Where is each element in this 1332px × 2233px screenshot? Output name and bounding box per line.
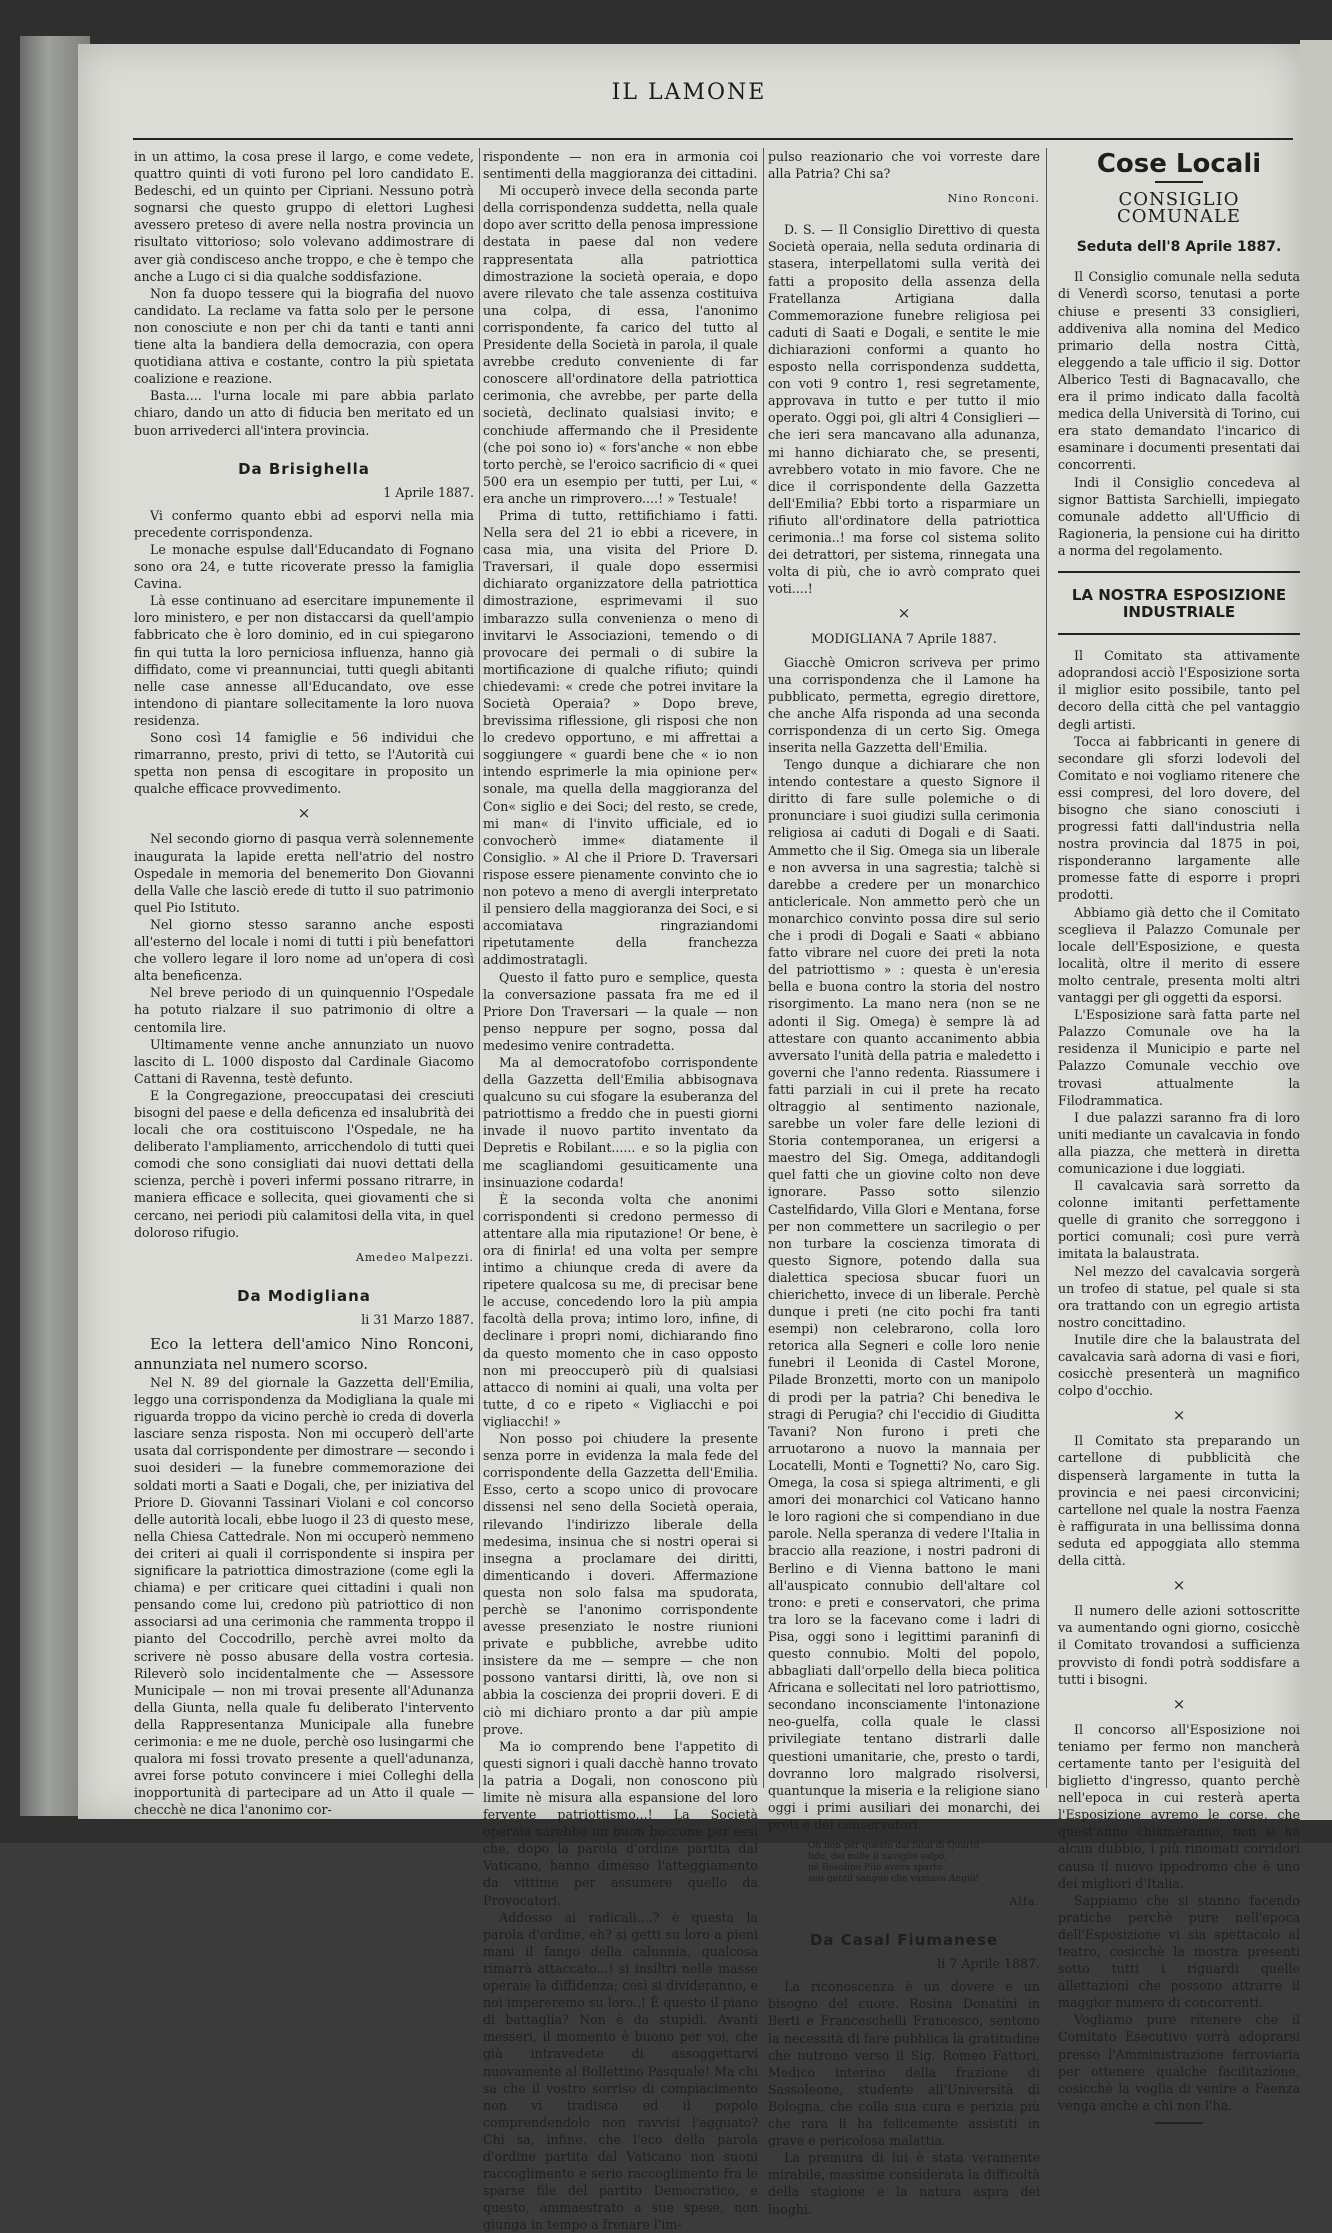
paragraph: Il cavalcavia sarà sorretto da colonne imitanti perfettamente quelle di granito che sorreggono i portici comunali; così pure verrà imitata la balaustrata. <box>1058 1178 1300 1262</box>
paragraph: rispondente — non era in armonia coi sentimenti della maggioranza dei cittadini. <box>483 149 758 182</box>
paragraph: Nel N. 89 del giornale la Gazzetta dell'Emilia, leggo una corrispondenza da Modigliana la quale mi riguarda troppo da vicino perchè io creda di doverla lasciare senza risposta. Non mi occuperò dell'arte usata dal corrispondente per dimostrare — secondo i suoi desideri — la funebre commemorazione dei soldati morti a Saati e Dogali, che, per iniziativa del Priore D. Giovanni Tassinari Violani e col concorso delle autorità locali, ebbe luogo il 23 di questo mese, nella Chiesa Cattedrale. Non mi occuperò nemmeno dei criteri ai quali il corrispondente si inspira per significare la patriottica dimostrazione (come egli la chiama) e per criticare quei cittadini i quali non pensando come lui, credono più patriottico di non associarsi ad una cerimonia che rammenta troppo il pianto del Coccodrillo, perchè avrei molto da scrivere nè posso abusare della vostra cortesia. Rileverò solo incidentalmente che — Assessore Municipale — non mi trovai presente all'Adunanza della Giunta, nella quale fu deliberato l'intervento della Rappresentanza Municipale alla funebre cerimonia: e me ne duole, perchè oso lusingarmi che qualora mi fossi trovato presente a quell'adunanza, avrei forse potuto convincere i miei Colleghi della inopportunità di partecipare ad un Atto il quale — checchè ne dica l'anonimo cor- <box>134 1375 474 1818</box>
section-rule <box>1058 633 1300 635</box>
separator-mark: × <box>1172 1406 1186 1425</box>
paragraph: Addosso ai radicali....? è questa la parola d'ordine, eh? si getti su loro a pieni mani il fango della calunnia, qualcosa rimarrà attaccato...! si insiltri nelle masse operaie la diffidenza; così si divideranno, e noi impereremo su loro..! È questo il piano di battaglia? Non è da stupidi. Avanti messeri, il momento è buono per voi, che già intravedete di assoggettarvi nuovamente al Bollettino Pasquale! Ma chi sa che il vostro sorriso di compiacimento non vi tradisca ed il popolo comprendendolo non ravvisi l'agguato? Chi sa, infine, che l'eco della parola d'ordine partita dal Vaticano non suoni raccoglimento e serio raccoglimento fra le sparse file del partito Democratico, e questo, ammaestrato a sue spese, non giunga in tempo a frenare l'im- <box>483 1909 758 2233</box>
paragraph: Ma io comprendo bene l'appetito di questi signori i quali dacchè hanno trovato la patria a Dogali, non conoscono più limite nè misura alla espansione del loro fervente patriottismo...! La Società operaia sarebbe un buon boccone per essi che, dopo la parola d'ordine partita dal Vaticano, hanno dimesso l'atteggiamento da vittime per assumere quello da Provocatori. <box>483 1738 758 1908</box>
paragraph: La riconoscenza è un dovere e un bisogno del cuore. Rosina Donatini in Berti e Franceschelli Francesco, sentono la necessità di fare pubblica la gratitudine che nutrono verso il Sig. Romeo Fattori, Medico interino della frazione di Sassoleone, studente all'Università di Bologna, che colla sua cura e perizia più che rara li ha felicemente assistiti in grave e pericolosa malattia. <box>768 1979 1040 2149</box>
column-divider <box>763 148 764 1788</box>
signature: Alfa. <box>1009 1895 1040 1908</box>
column-divider <box>479 148 480 1788</box>
paragraph: Là esse continuano ad esercitare impunemente il loro ministero, e per non distaccarsi da quell'ampio fabbricato che è loro dominio, ed in cui spiegarono fin qui tutta la loro perniciosa influenza, hanno già diffidato, come vi preannunciai, tutti quegli abitanti nelle case annesse all'Educandato, ove esse intendono di piantare sollecitamente la loro nuova residenza. <box>134 593 474 728</box>
verse-line: suo gentil sangue che vantava Angiò! <box>808 1874 979 1884</box>
paragraph: La premura di lui è stata veramente mirabile, massime considerata la difficoltà della stagione e la natura aspra dei luoghi. <box>768 2150 1040 2217</box>
separator-mark: × <box>1172 1576 1186 1595</box>
facing-page-edge <box>1300 40 1332 1820</box>
paragraph: Non posso poi chiudere la presente senza porre in evidenza la mala fede del corrispondente della Gazzetta dell'Emilia. Esso, certo a scopo unico di provocare dissensi nel seno della Società operaia, rilevando l'indirizzo liberale della medesima, insinua che si nostri operai si insegna a proclamare dei diritti, dimenticando i doveri. Affermazione questa non solo falsa ma spudorata, perchè se l'anonimo corrispondente avesse presenziato le nostre riunioni private e pubbliche, avrebbe udito insistere da me — sempre — che non possono vantarsi diritti, là, ove non si abbia la coscienza dei proprii doveri. E di ciò mi dichiaro pronto a dar più ampie prove. <box>483 1431 758 1737</box>
separator-mark: × <box>1172 1694 1186 1713</box>
paragraph: Tengo dunque a dichiarare che non intendo contestare a questo Signore il diritto di fare sulle polemiche o di pronunciare i suoi giudizi sulla cerimonia religiosa ai caduti di Dogali e di Saati. Ammetto che il Sig. Omega sia un liberale e non avversa in una sagrestia; talchè si darebbe a credere per un monarchico anticlericale. Non ammetto però che un monarchico convinto possa dire sul serio che i prodi di Dogali e Saati « abbiano fatto vibrare nel cuore dei preti la nota del patriottismo » : questa è un'eresia bella e buona contro la storia del nostro risorgimento. La mano nera (non se ne adonti il Sig. Omega) è sempre là ad attestare con quanto accanimento abbia avversato l'unità della patria e maledetto i governi che l'anno redenta. Riassumere i fatti parziali in cui il prete ha recato oltraggio al sentimento nazionale, sarebbe un voler fare delle lezioni di Storia contemporanea, un erigersi a maestro del Sig. Omega, additandogli quel fatti che un giovine colto non deve ignorare. Passo sotto silenzio Castelfidardo, Villa Glori e Mentana, forse per non commettere un sacrilegio o per non turbare la coscienza timorata di questo Signore, potendo dalla sua dialettica speciosa sbucar fuori un chierichetto, invece di un liberale. Perchè dunque i preti (ne cito pochi fra tanti esempi) non celebrarono, colla loro retorica alla Segneri e colle loro nenie funebri il Leonida di Castel Morone, Pilade Bronzetti, morto con un manipolo di prodi per la patria? Chi benediva le stragi di Perugia? chi l'eccidio di Giuditta Tavani? Non furono i preti che arruotarono a nuovo la mannaia per Locatelli, Monti e Tognetti? No, caro Sig. Omega, la cosa si spiega altrimenti, e gli amori dei monarchici col Vaticano hanno le loro ragioni che si compendiano in due parole. Nella speranza di vedere l'Italia in braccio alla reazione, i nostri padroni di Berlino e di Vienna battono le mani all'auspicato connubio dell'altare col trono: e preti e conservatori, che prima tra loro se la facevano come i ladri di Pisa, oggi sono i legittimi paraninfi di questo connubio. Molti del popolo, abbagliati dall'orpello della bieca politica Africana e sollecitati nel loro patriottismo, secondano inconsciamente l'intonazione neo-guelfa, colla quale le classi privilegiate tentano distrarli dalle questioni umanitarie, che, presto o tardi, dovranno loro malgrado risolversi, quantunque la miseria e la religione siano oggi i primi ausiliari dei monarchi, dei preti e dei conservatori. <box>768 757 1040 1832</box>
paragraph: Il numero delle azioni sottoscritte va aumentando ogni giorno, cosicchè il Comitato trovandosi a sufficienza provvisto di fondi potrà soddisfare a tutti i bisogni. <box>1058 1603 1300 1687</box>
paragraph: Nel mezzo del cavalcavia sorgerà un trofeo di statue, pel quale si sta ora trattando con un egregio artista nostro concittadino. <box>1058 1263 1300 1330</box>
intro-paragraph: Eco la lettera dell'amico Nino Ronconi, annunziata nel numero scorso. <box>134 1335 474 1373</box>
section-heading-brisighella: Da Brisighella <box>238 459 370 478</box>
paragraph: Sono così 14 famiglie e 56 individui che rimarranno, presto, privi di tetto, se l'Autorità cui spetta non pensa di escogitare in proposito un qualche efficace provvedimento. <box>134 730 474 797</box>
column-3 <box>768 148 1040 2217</box>
verse-line: nè Rosolino Pilo aveva sparto <box>808 1863 943 1873</box>
section-heading-esposizione: LA NOSTRA ESPOSIZIONE INDUSTRIALE <box>1071 585 1287 622</box>
paragraph: Il Consiglio comunale nella seduta di Venerdì scorso, tenutasi a porte chiuse e presenti 33 consiglieri, addiveniva alla nomina del Medico primario della nostra Città, eleggendo a tale ufficio il sig. Dottor Alberico Testi di Bagnacavallo, che era il primo indicato dalla facoltà medica della Università di Torino, cui era stato demandato l'incarico di esaminare i documenti presentati dai concorrenti. <box>1058 269 1300 473</box>
session-heading: Seduta dell'8 Aprile 1887. <box>1076 239 1282 256</box>
paragraph: Vi confermo quanto ebbi ad esporvi nella mia precedente corrispondenza. <box>134 507 474 540</box>
column-2 <box>483 148 758 2233</box>
paragraph: Nel giorno stesso saranno anche esposti all'esterno del locale i nomi di tutti i più benefattori che vollero legare il loro nome ad un'opera di così alta beneficenza. <box>134 916 474 984</box>
paragraph: Nel breve periodo di un quinquennio l'Ospedale ha potuto rialzare il suo patrimonio di oltre a centomila lire. <box>134 985 474 1035</box>
verse-line: Oh non per questo dal fatal di Quarto <box>808 1841 980 1851</box>
end-rule <box>1155 2122 1203 2124</box>
subsection-title-consiglio: CONSIGLIO COMUNALE <box>1117 189 1241 228</box>
column-4 <box>1058 148 1300 2113</box>
section-title-cose-locali: Cose Locali <box>1096 149 1262 179</box>
dateline: MODIGLIANA 7 Aprile 1887. <box>811 631 997 647</box>
verse-line: lido, dei mille il naviglio salpò, <box>808 1852 948 1862</box>
paragraph: Basta.... l'urna locale mi pare abbia parlato chiaro, dando un atto di fiducia ben meritato ed un buon arrivederci all'intera provincia. <box>134 388 474 438</box>
title-rule <box>1155 181 1203 183</box>
paragraph: Indi il Consiglio concedeva al signor Battista Sarchielli, impiegato comunale addetto all'Ufficio di Ragioneria, la pensione cui ha diritto a norma del regolamento. <box>1058 474 1300 558</box>
paragraph: Il concorso all'Esposizione noi teniamo per fermo non mancherà certamente tanto per l'esiguità del biglietto d'ingresso, quanto perchè nell'epoca in cui resterà aperta l'Esposizione avremo le corse, che quest'anno chiameranno, non si ha alcun dubbio, i più rinomati corridori causa il nuovo ippodromo che è uno dei migliori d'Italia. <box>1058 1721 1300 1891</box>
column-1 <box>134 148 474 1818</box>
paragraph: Sappiamo che si stanno facendo pratiche perchè pure nell'epoca dell'Esposizione vi sia spettacolo al teatro, cosicchè la mostra presenti sotto tutti i riguardi quelle allettazioni che possono attrarre il maggior numero di concorrenti. <box>1058 1892 1300 2011</box>
paragraph: Tocca ai fabbricanti in genere di secondare gli sforzi lodevoli del Comitato e noi vogliamo ritenere che essi compresi, del loro dovere, del bisogno che siano conosciuti i progressi fatti dall'industria nella nostra provincia dal 1875 in poi, risponderanno largamente alle promesse fatte di esporre i propri prodotti. <box>1058 733 1300 903</box>
paragraph: Inutile dire che la balaustrata del cavalcavia sarà adorna di vasi e fiori, cosicchè presenterà un magnifico colpo d'occhio. <box>1058 1331 1300 1399</box>
paragraph: Il Comitato sta preparando un cartellone di pubblicità che dispenserà largamente in tutta la provincia e nei paesi circonvicini; cartellone nel quale la nostra Faenza è raffigurata in una bellissima donna seduta ed appoggiata allo stemma della città. <box>1058 1433 1300 1569</box>
paragraph: Nel secondo giorno di pasqua verrà solennemente inaugurata la lapide eretta nell'atrio del nostro Ospedale in memoria del benemerito Don Giovanni della Valle che lasciò erede di tutto il suo patrimonio quel Pio Istituto. <box>134 831 474 915</box>
paragraph: Non fa duopo tessere qui la biografia del nuovo candidato. La reclame va fatta solo per le persone non conosciute e non per chi da tanti e tanti anni tiene alta la bandiera della democrazia, con opera quotidiana attiva e costante, contro la più spietata coalizione e reazione. <box>134 285 474 387</box>
paragraph: Prima di tutto, rettifichiamo i fatti. Nella sera del 21 io ebbi a ricevere, in casa mia, una visita del Priore D. Traversari, il quale dopo essermisi dichiarato organizzatore della patriottica dimostrazione, esprimevami il suo imbarazzo sulla convenienza o meno di invitarvi le Associazioni, temendo o di provocare dei permali o di subire la mortificazione di qualche rifiuto; quindi chiedevami: « crede che potrei invitare la Società Operaia? » Dopo breve, brevissima riflessione, gli risposi che non lo credevo opportuno, e mi affrettai a soggiungere « guardi bene che « io non intendo esprimerle la mia opinione per« sonale, ma quella della maggioranza del Con« siglio e dei Soci; del resto, se crede, mi man« di l'invito ufficiale, ed io convocherò imme« diatamente il Consiglio. » Al che il Priore D. Traversari rispose essere pienamente convinto che io non potevo a meno di avergli interpretato il pensiero della maggioranza dei Soci, e si accomiatava ringraziandomi ripetutamente della franchezza addimostratagli. <box>483 507 758 968</box>
paragraph: Le monache espulse dall'Educandato di Fognano sono ora 24, e tutte ricoverate presso la famiglia Cavina. <box>134 541 474 592</box>
paragraph: Il Comitato sta attivamente adoprandosi acciò l'Esposizione sorta il miglior esito possibile, tanto pel decoro della città che pel vantaggio degli artisti. <box>1058 648 1300 732</box>
separator-mark: × <box>897 604 911 623</box>
paragraph: in un attimo, la cosa prese il largo, e come vedete, quattro quinti di voti furono pel loro candidato E. Bedeschi, ed un quinto per Cipriani. Nessuno potrà sognarsi che questo gruppo di elettori Lughesi avessero preteso di avere nella nostra provincia un risultato vittorioso; solo volevano addimostrare di aver già condisceso anche troppo, e che è tempo che anche a Lugo ci si dia qualche soddisfazione. <box>134 149 474 284</box>
paragraph: Ma al democratofobo corrispondente della Gazzetta dell'Emilia abbisognava qualcuno su cui sfogare la esuberanza del patriottismo a freddo che in puesti giorni invade il nuovo partito inventato da Depretis e Robilant...... e so la piglia con me scagliandomi gesuiticamente una insinuazione codarda! <box>483 1054 758 1190</box>
verse-quote <box>768 1841 1040 1885</box>
paragraph: Ultimamente venne anche annunziato un nuovo lascito di L. 1000 disposto dal Cardinale Giacomo Cattani di Ravenna, testè defunto. <box>134 1036 474 1086</box>
paragraph: Giacchè Omicron scriveva per primo una corrispondenza che il Lamone ha pubblicato, permetta, egregio direttore, che anche Alfa risponda ad una seconda corrispondenza di un certo Sig. Omega inserita nella Gazzetta dell'Emilia. <box>768 654 1040 755</box>
masthead-rule <box>133 138 1293 140</box>
signature: Amedeo Malpezzi. <box>355 1250 474 1264</box>
paragraph: L'Esposizione sarà fatta parte nel Palazzo Comunale ove ha la residenza il Municipio e parte nel Palazzo Comunale vecchio ove trovasi attualmente la Filodrammatica. <box>1058 1007 1300 1108</box>
signature: Nino Ronconi. <box>947 192 1040 206</box>
section-heading-casal-fiumanese: Da Casal Fiumanese <box>809 1931 999 1950</box>
masthead: IL LAMONE <box>611 80 767 105</box>
paragraph: È la seconda volta che anonimi corrispondenti si credono permesso di attentare alla mia riputazione! Or bene, è ora di finirla! ed una volta per sempre intimo a chiunque creda di avere da ripetere qualcosa su me, di precisar bene le accuse, concedendo loro la più ampia facoltà della prova; intimo loro, infine, di declinare i propri nomi, dichiarando fino da questo momento che in caso opposto non mi preoccuperò più di qualsiasi attacco di nomini ai quali, una volta per tutte, d co e ripeto « Vigliacchi e poi vigliacchi! » <box>483 1191 758 1429</box>
dateline: li 7 Aprile 1887. <box>937 1956 1040 1972</box>
paragraph: Questo il fatto puro e semplice, questa la conversazione passata fra me ed il Priore Don Traversari — la quale — non penso neppure per sogno, possa dal medesimo venire contradetta. <box>483 969 758 1053</box>
dateline: 1 Aprile 1887. <box>383 484 474 500</box>
section-heading-modigliana: Da Modigliana <box>237 1286 371 1305</box>
dateline: li 31 Marzo 1887. <box>361 1311 474 1327</box>
postscript: D. S. — Il Consiglio Direttivo di questa Società operaia, nella seduta ordinaria di stasera, interpellatomi sulla verità dei fatti a proposito della assenza della Fratellanza Artigiana dalla Commemorazione funebre religiosa pei caduti di Saati e Dogali, e sentite le mie dichiarazioni conformi a quanto ho esposto nella corrispondenza suddetta, con voti 9 contro 1, resi segretamente, approvava in tutto e per tutto il mio operato. Oggi poi, gli altri 4 Consiglieri — che ieri sera mancavano alla adunanza, mi hanno dichiarato che, se presenti, avrebbero votato in mio favore. Che ne dice il corrispondente della Gazzetta dell'Emilia? Ebbi torto a risparmiare un rifiuto all'ordinatore della patriottica cerimonia..! ma forse col sistema solito dei detrattori, per sistema, rinnegata una volta di più, che io avrò comprato quei voti....! <box>768 222 1040 597</box>
newspaper-page <box>78 44 1300 2233</box>
column-divider <box>1046 148 1047 1788</box>
paragraph: Mi occuperò invece della seconda parte della corrispondenza suddetta, nella quale dopo aver scritto della penosa impressione destata in paese dal non vedere rappresentata alla patriottica dimostrazione la società operaia, e dopo avere rilevato che tale assenza costituiva una colpa, di essa, l'anonimo corrispondente, fa carico del tutto al Presidente della Società in parola, il quale avrebbe creduto conveniente di far conoscere all'ordinatore della patriottica cerimonia, che avrebbe, per parte della società, declinato qualsiasi invito; e conchiude affermando che il Presidente (che poi sono io) « fors'anche « non ebbe torto perchè, se l'eroico sacrificio di « quei 500 era un esempio per tutti, per Lui, « era anche un rimprovero....! » Testuale! <box>483 183 758 506</box>
paragraph: pulso reazionario che voi vorreste dare alla Patria? Chi sa? <box>768 149 1040 182</box>
section-rule <box>1058 571 1300 573</box>
separator-mark: × <box>297 804 311 823</box>
paragraph: Vogliamo pure ritenere che il Comitato Esecutivo vorrà adoprarsi presso l'Amministrazione ferroviaria per ottenere qualche facilitazione, cosicchè la voglia di venire a Faenza venga anche a chi non l'ha. <box>1058 2012 1300 2113</box>
paragraph: E la Congregazione, preoccupatasi dei cresciuti bisogni del paese e della deficenza ed insalubrità dei locali che ora costituiscono l'Ospedale, ne ha deliberato l'ampliamento, arricchendolo di tutti quei comodi che sono consigliati dai nuovi dettati della scienza, perchè i poveri infermi possano ritrarre, in maniera efficace e sollecita, quei giovamenti che si cercano, nei periodi più calamitosi della vita, in quel doloroso rifugio. <box>134 1087 474 1240</box>
paragraph: Abbiamo già detto che il Comitato sceglieva il Palazzo Comunale per locale dell'Esposizione, e questa località, oltre il merito di essere molto centrale, presenta molti altri vantaggi per gli oggetti da esporsi. <box>1058 904 1300 1006</box>
paragraph: I due palazzi saranno fra di loro uniti mediante un cavalcavia in fondo alla piazza, che metterà in diretta comunicazione i due loggiati. <box>1058 1109 1300 1176</box>
